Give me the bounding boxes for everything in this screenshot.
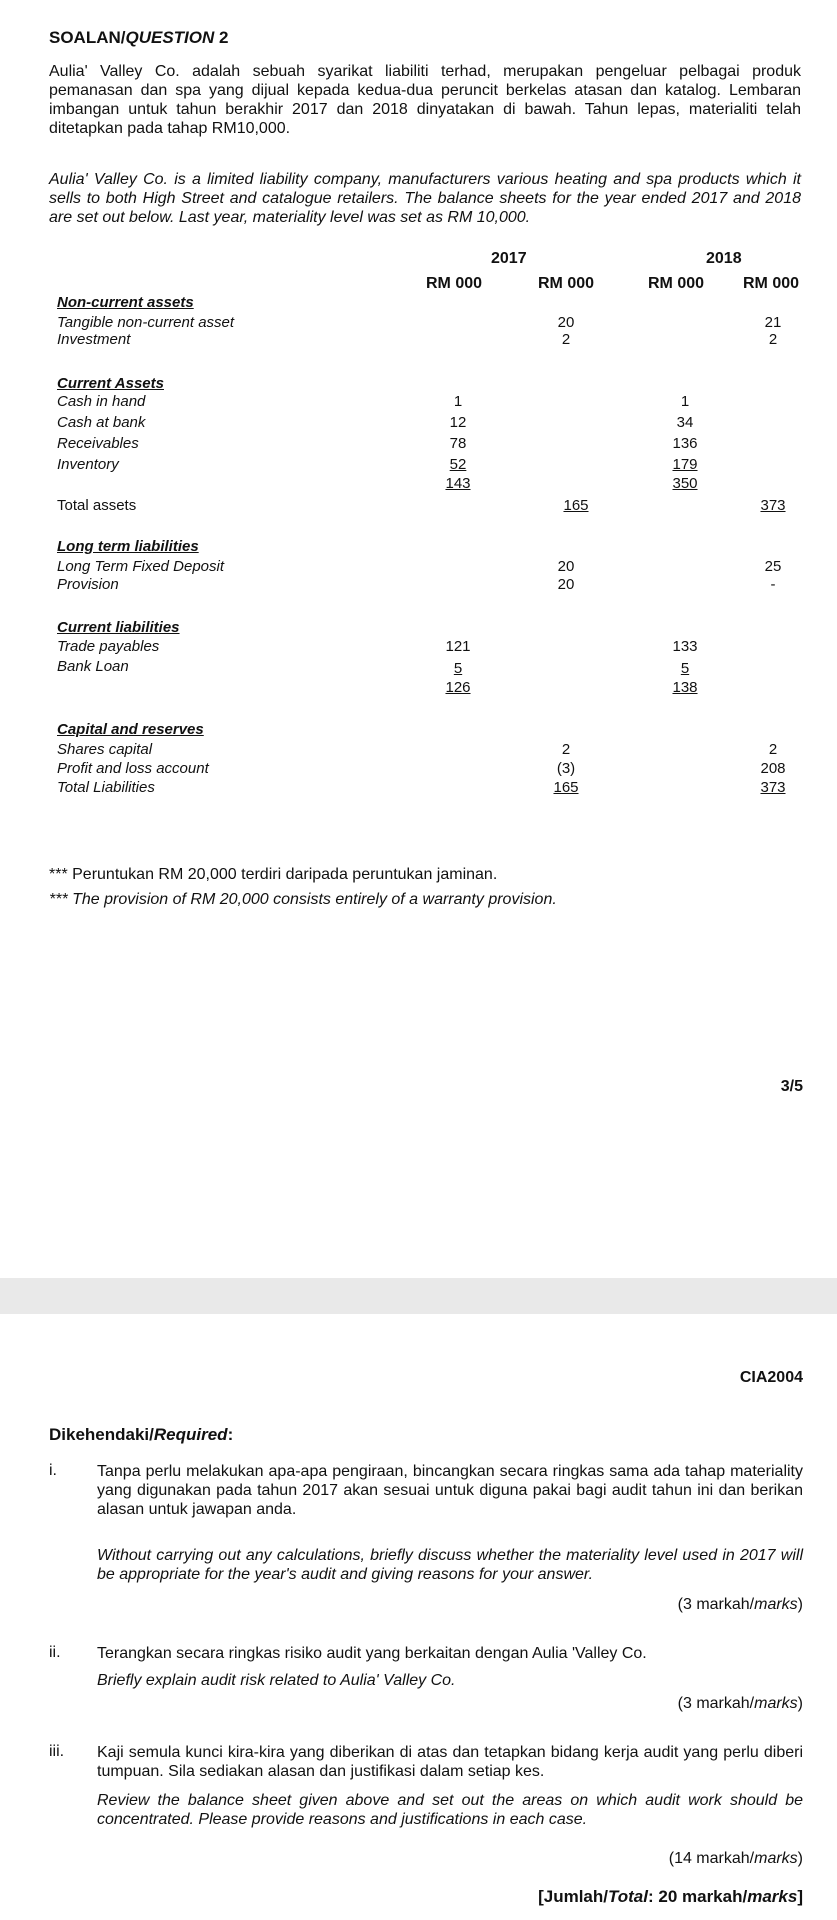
question-number: iii. (49, 1743, 65, 1760)
row-label: Cash in hand (57, 393, 146, 410)
row-label: Tangible non-current asset (57, 314, 235, 331)
row-label: Cash at bank (57, 414, 146, 431)
question-marks: (14 markah/marks) (668, 1850, 803, 1867)
total-marks: [Jumlah/Total: 20 markah/marks] (538, 1887, 803, 1906)
row-label: Receivables (57, 435, 139, 452)
year-2018: 2018 (706, 250, 742, 267)
cell: 25 (764, 558, 782, 575)
section-capital-reserves: Capital and reserves (57, 721, 204, 738)
cell: 208 (760, 760, 786, 777)
question-page-2 (0, 1314, 837, 1920)
question-number: ii. (49, 1644, 61, 1661)
cell: 2 (561, 741, 571, 758)
cell: 5 (680, 660, 690, 677)
subtotal-cell: 350 (672, 475, 698, 492)
question-number: i. (49, 1462, 57, 1479)
cell: 5 (453, 660, 463, 677)
cell: 1 (453, 393, 463, 410)
col-header: RM 000 (538, 275, 595, 292)
row-label: Provision (57, 576, 119, 593)
intro-malay: Aulia' Valley Co. adalah sebuah syarikat liabiliti terhad, merupakan pengeluar pelbagai produk pemanasan dan spa yang dijual kepada kedua-dua peruncit berkelas atasan dan katalog. Lembaran imbangan untuk tahun berakhir 2017 dan 2018 dinyatakan di bawah. Tahun lepas, materialiti telah ditetapkan pada tahap RM10,000. (49, 63, 801, 137)
question-title: SOALAN/QUESTION 2 (49, 28, 229, 47)
cell: 179 (672, 456, 698, 473)
col-header: RM 000 (426, 275, 483, 292)
row-label: Shares capital (57, 741, 153, 758)
page-number: 3/5 (780, 1078, 803, 1095)
row-label: Total Liabilities (57, 779, 155, 796)
cell: (3) (556, 760, 576, 777)
cell: 52 (449, 456, 467, 473)
cell: 12 (449, 414, 467, 431)
total-cell: 165 (563, 497, 589, 514)
row-label: Investment (57, 331, 131, 348)
row-label: Trade payables (57, 638, 160, 655)
course-code: CIA2004 (739, 1369, 803, 1386)
cell: 2 (561, 331, 571, 348)
cell: - (770, 576, 776, 593)
year-2017: 2017 (491, 250, 527, 267)
cell: 20 (557, 314, 575, 331)
question-text-malay: Tanpa perlu melakukan apa-apa pengiraan, bincangkan secara ringkas sama ada tahap materiality yang digunakan pada tahun 2017 akan sesuai untuk diguna pakai bagi audit tahun ini dan berikan alasan untuk jawapan anda. (97, 1463, 803, 1518)
page-separator (0, 1278, 837, 1314)
col-header: RM 000 (648, 275, 705, 292)
cell: 34 (676, 414, 694, 431)
total-cell: 373 (760, 779, 786, 796)
question-text-english: Briefly explain audit risk related to Aulia' Valley Co. (97, 1672, 456, 1689)
row-label: Total assets (57, 497, 137, 514)
cell: 20 (557, 558, 575, 575)
total-cell: 373 (760, 497, 786, 514)
footnote-malay: *** Peruntukan RM 20,000 terdiri daripada peruntukan jaminan. (49, 866, 498, 883)
cell: 2 (768, 331, 778, 348)
question-marks: (3 markah/marks) (677, 1596, 803, 1613)
section-current-assets: Current Assets (57, 375, 164, 392)
section-longterm-liabilities: Long term liabilities (57, 538, 199, 555)
question-text-malay: Kaji semula kunci kira-kira yang diberikan di atas dan tetapkan bidang kerja audit yang perlu diberi tumpuan. Sila sediakan alasan dan justifikasi dalam setiap kes. (97, 1744, 803, 1780)
cell: 78 (449, 435, 467, 452)
row-label: Bank Loan (57, 658, 129, 675)
footnote-english: *** The provision of RM 20,000 consists entirely of a warranty provision. (49, 891, 557, 908)
row-label: Inventory (57, 456, 119, 473)
question-text-malay: Terangkan secara ringkas risiko audit yang berkaitan dengan Aulia 'Valley Co. (97, 1645, 647, 1662)
cell: 121 (445, 638, 471, 655)
section-current-liabilities: Current liabilities (57, 619, 180, 636)
cell: 21 (764, 314, 782, 331)
question-marks: (3 markah/marks) (677, 1695, 803, 1712)
total-cell: 165 (553, 779, 579, 796)
col-header: RM 000 (743, 275, 800, 292)
subtotal-cell: 138 (672, 679, 698, 696)
required-heading: Dikehendaki/Required: (49, 1425, 234, 1444)
question-text-english: Without carrying out any calculations, briefly discuss whether the materiality level used in 2017 will be appropriate for the year's audit and giving reasons for your answer. (97, 1547, 803, 1583)
question-text-english: Review the balance sheet given above and set out the areas on which audit work should be concentrated. Please provide reasons and justifications in each case. (97, 1792, 803, 1828)
cell: 2 (768, 741, 778, 758)
section-noncurrent-assets: Non-current assets (57, 294, 194, 311)
cell: 1 (680, 393, 690, 410)
row-label: Long Term Fixed Deposit (57, 558, 225, 575)
intro-english: Aulia' Valley Co. is a limited liability company, manufacturers various heating and spa products which it sells to both High Street and catalogue retailers. The balance sheets for the year ended 2017 and 2018 are set out below. Last year, materiality level was set as RM 10,000. (49, 171, 801, 226)
cell: 136 (672, 435, 698, 452)
subtotal-cell: 143 (445, 475, 471, 492)
cell: 133 (672, 638, 698, 655)
subtotal-cell: 126 (445, 679, 471, 696)
cell: 20 (557, 576, 575, 593)
row-label: Profit and loss account (57, 760, 209, 777)
